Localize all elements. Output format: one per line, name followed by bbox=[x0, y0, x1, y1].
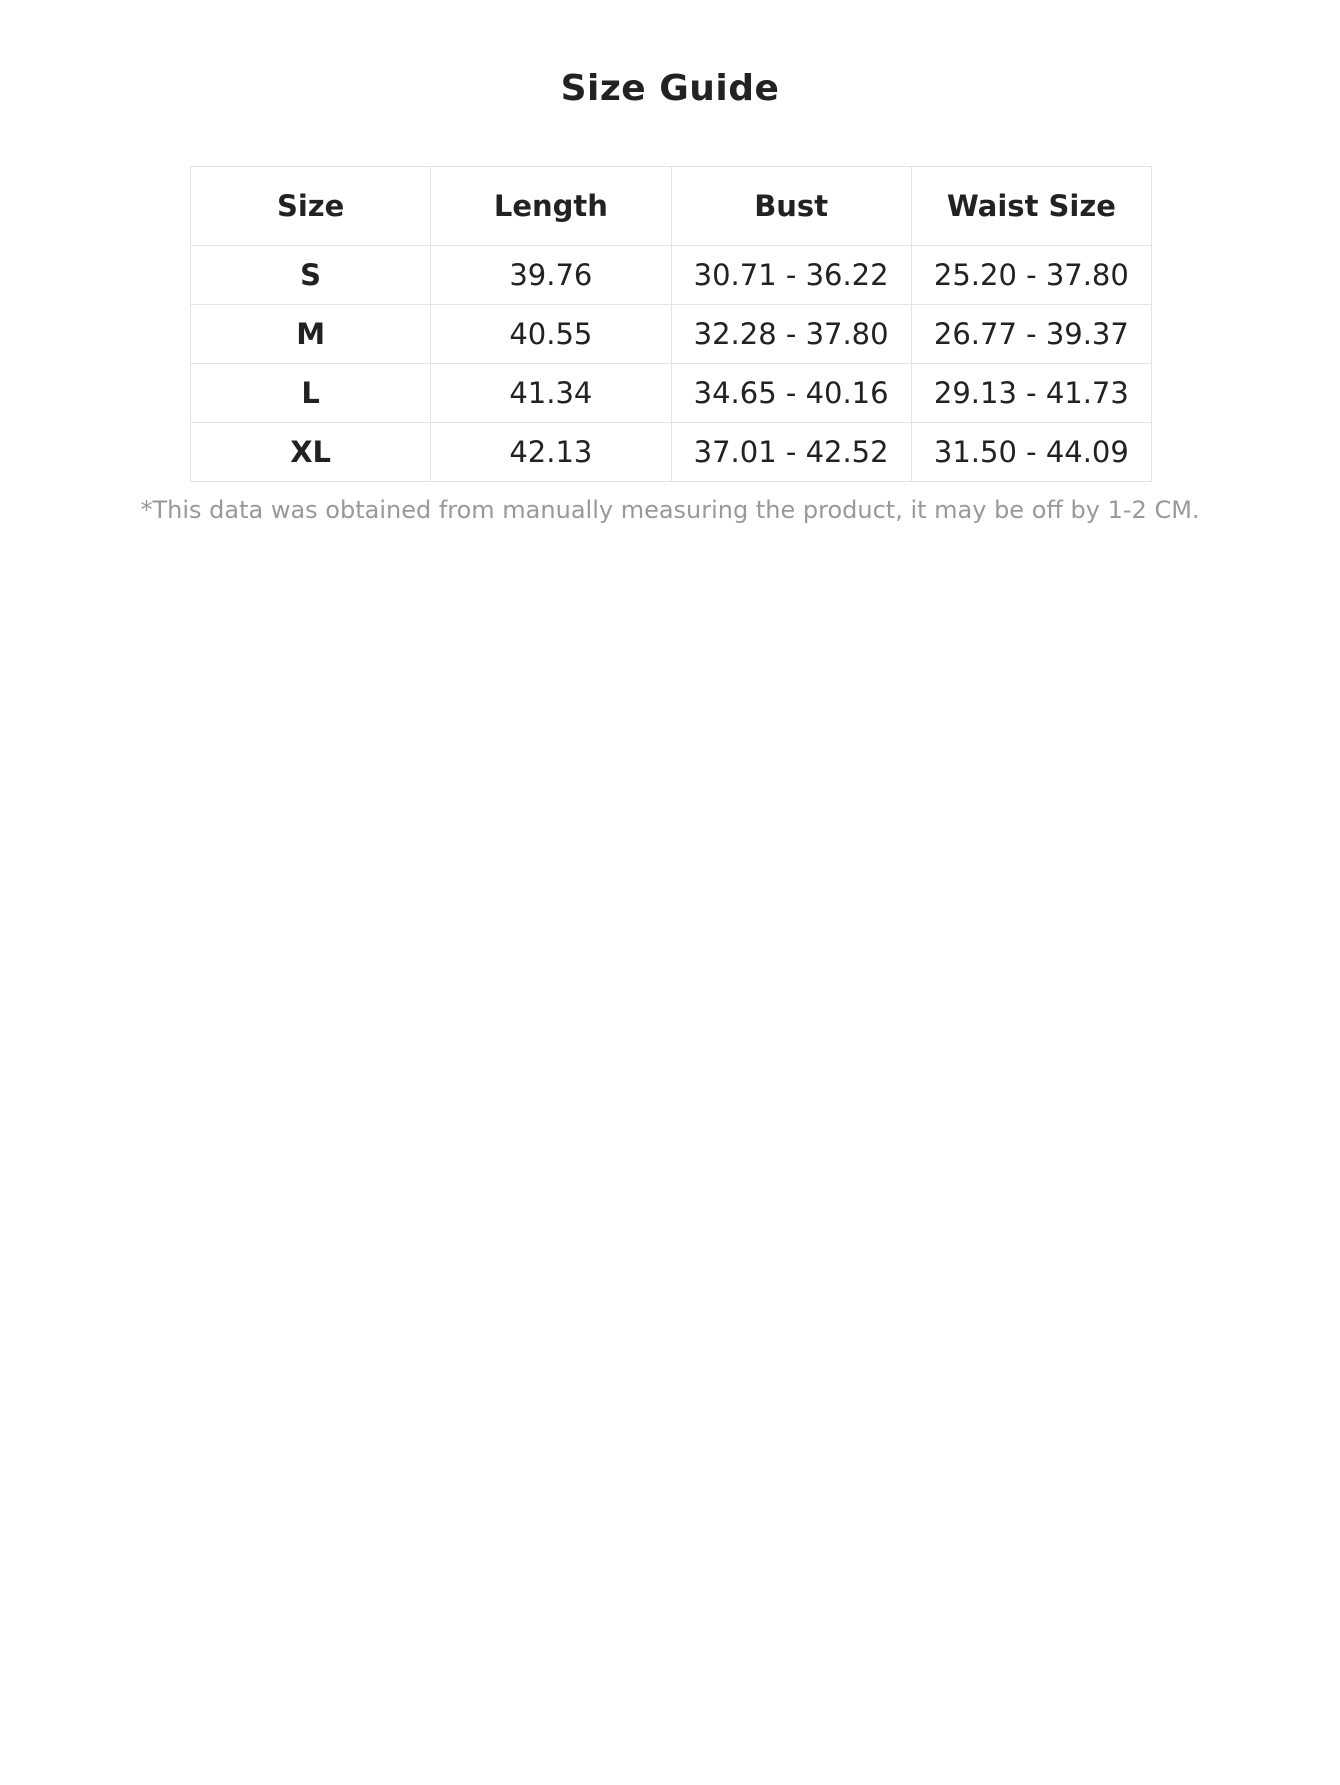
column-header-bust: Bust bbox=[671, 167, 911, 246]
table-row bbox=[191, 305, 1152, 364]
size-guide-table bbox=[190, 166, 1152, 482]
length-cell: 41.34 bbox=[431, 364, 671, 423]
length-cell: 42.13 bbox=[431, 423, 671, 482]
table-header bbox=[191, 167, 1152, 246]
waist-size-cell: 31.50 - 44.09 bbox=[911, 423, 1151, 482]
length-cell: 39.76 bbox=[431, 246, 671, 305]
waist-size-cell: 26.77 - 39.37 bbox=[911, 305, 1151, 364]
bust-cell: 34.65 - 40.16 bbox=[671, 364, 911, 423]
measurement-disclaimer: *This data was obtained from manually measuring the product, it may be off by 1-2 CM. bbox=[140, 496, 1200, 524]
table-row bbox=[191, 246, 1152, 305]
page-title: Size Guide bbox=[560, 68, 780, 109]
size-cell: M bbox=[191, 305, 431, 364]
table-row bbox=[191, 364, 1152, 423]
column-header-waist-size: Waist Size bbox=[911, 167, 1151, 246]
size-cell: S bbox=[191, 246, 431, 305]
bust-cell: 37.01 - 42.52 bbox=[671, 423, 911, 482]
column-header-size: Size bbox=[191, 167, 431, 246]
waist-size-cell: 25.20 - 37.80 bbox=[911, 246, 1151, 305]
table-body bbox=[191, 246, 1152, 482]
size-cell: XL bbox=[191, 423, 431, 482]
bust-cell: 32.28 - 37.80 bbox=[671, 305, 911, 364]
table-row bbox=[191, 423, 1152, 482]
column-header-length: Length bbox=[431, 167, 671, 246]
length-cell: 40.55 bbox=[431, 305, 671, 364]
bust-cell: 30.71 - 36.22 bbox=[671, 246, 911, 305]
waist-size-cell: 29.13 - 41.73 bbox=[911, 364, 1151, 423]
table-header-row bbox=[191, 167, 1152, 246]
size-cell: L bbox=[191, 364, 431, 423]
